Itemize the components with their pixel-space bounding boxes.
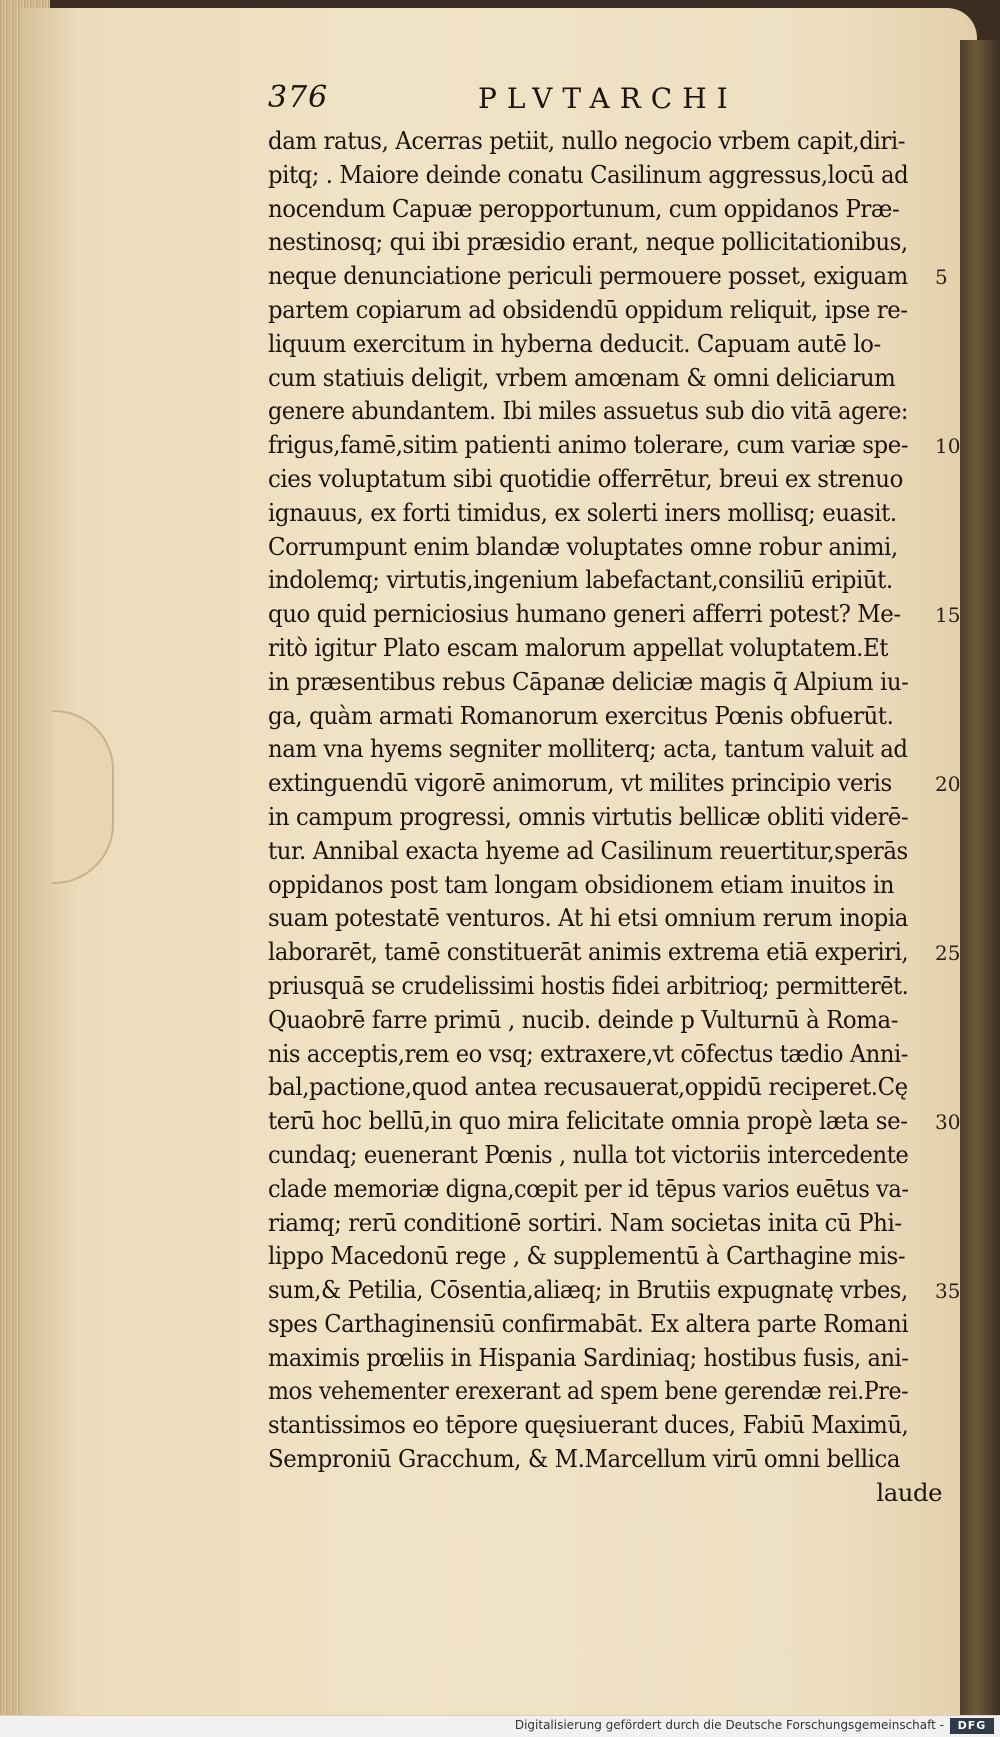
text-line: nocendum Capuæ peropportunum, cum oppidanos Præ- [268,193,900,223]
catchword: laude [876,1477,942,1507]
text-line: oppidanos post tam longam obsidionem etiam inuitos in [268,869,895,899]
dfg-logo: DFG [950,1718,994,1734]
text-line: in præsentibus rebus Cāpanæ deliciæ magis q̄ Alpium iu- [268,666,909,696]
text-line: cundaq; euenerant Pœnis , nulla tot victoriis intercedente [268,1139,909,1169]
text-line: indolemq; virtutis,ingenium labefactant,consiliū eripiūt. [268,565,893,595]
text-line: riamq; rerū conditionē sortiri. Nam societas inita cū Phi- [268,1207,902,1237]
text-line: suam potestatē venturos. At hi etsi omnium rerum inopia [268,903,908,933]
margin-number: 10 [935,434,961,459]
text-line: laborarēt, tamē constituerāt animis extrema etiā experiri, [268,937,909,967]
text-line: extinguendū vigorē animorum, vt milites principio veris [268,768,892,798]
text-line: clade memoriæ digna,cœpit per id tēpus varios euētus va- [268,1173,909,1203]
text-line: bal,pactione,quod antea recusauerat,oppidū reciperet.Cę [268,1072,908,1102]
text-line: in campum progressi, omnis virtutis bellicæ obliti viderē- [268,801,909,831]
text-line: frigus,famē,sitim patienti animo tolerare, cum variæ spe- [268,430,909,460]
text-line: genere abundantem. Ibi miles assuetus sub dio vitā agere: [268,396,909,426]
page-header [268,80,948,124]
text-line: Corrumpunt enim blandæ voluptates omne robur animi, [268,531,898,561]
text-line: ignauus, ex forti timidus, ex solerti iners mollisq; euasit. [268,497,897,527]
text-line: nis acceptis,rem eo vsq; extraxere,vt cōfectus tædio Anni- [268,1038,908,1068]
text-line: maximis prœliis in Hispania Sardiniaq; hostibus fusis, ani- [268,1342,909,1372]
text-line: ritò igitur Plato escam malorum appellat voluptatem.Et [268,632,889,662]
text-line: spes Carthaginensiū confirmabāt. Ex altera parte Romani [268,1308,909,1338]
text-line: sum,& Petilia, Cōsentia,aliæq; in Brutiis expugnatę vrbes, [268,1275,908,1305]
body-text [268,124,948,1476]
margin-number: 5 [935,265,948,290]
margin-number: 30 [935,1110,961,1135]
text-line: priusquā se crudelissimi hostis fidei arbitrioq; permitterēt. [268,970,909,1000]
running-title: PLVTARCHI [478,82,738,115]
text-line: pitq; . Maiore deinde conatu Casilinum aggressus,locū ad [268,159,909,189]
text-line: cies voluptatum sibi quotidie offerrētur, breui ex strenuo [268,463,903,493]
footer-bar [0,1715,1000,1737]
text-line: nestinosq; qui ibi præsidio erant, neque pollicitationibus, [268,227,908,257]
margin-number: 25 [935,941,961,966]
text-line: partem copiarum ad obsidendū oppidum reliquit, ipse re- [268,294,908,324]
text-line: stantissimos eo tēpore quęsiuerant duces, Fabiū Maximū, [268,1410,909,1440]
text-line: ga, quàm armati Romanorum exercitus Pœnis obfuerūt. [268,700,894,730]
text-line: nam vna hyems segniter molliterq; acta, tantum valuit ad [268,734,908,764]
text-line: Quaobrē farre primū , nucib. deinde p Vulturnū à Roma- [268,1004,899,1034]
margin-number: 35 [935,1279,961,1304]
page-number: 376 [268,80,329,115]
text-line: cum statiuis deligit, vrbem amœnam & omni deliciarum [268,362,896,392]
text-line: Semproniū Gracchum, & M.Marcellum virū omni bellica [268,1444,901,1474]
text-block [268,80,948,1510]
text-line: tur. Annibal exacta hyeme ad Casilinum reuertitur,sperās [268,835,908,865]
text-line: dam ratus, Acerras petiit, nullo negocio vrbem capit,diri- [268,126,906,155]
text-line: terū hoc bellū,in quo mira felicitate omnia propè læta se- [268,1106,908,1136]
margin-number: 15 [935,603,961,628]
next-page-edge [960,40,1000,1715]
text-line: mos vehementer erexerant ad spem bene gerendæ rei.Pre- [268,1376,909,1406]
footer-credit: Digitalisierung gefördert durch die Deutsche Forschungsgemeinschaft - [514,1718,944,1732]
text-line: liquum exercitum in hyberna deducit. Capuam autē lo- [268,328,881,358]
text-line: lippo Macedonū rege , & supplementū à Carthagine mis- [268,1241,906,1271]
text-line: quo quid perniciosius humano generi afferri potest? Me- [268,599,901,629]
text-line: neque denunciatione periculi permouere posset, exiguam [268,261,908,291]
margin-number: 20 [935,772,961,797]
